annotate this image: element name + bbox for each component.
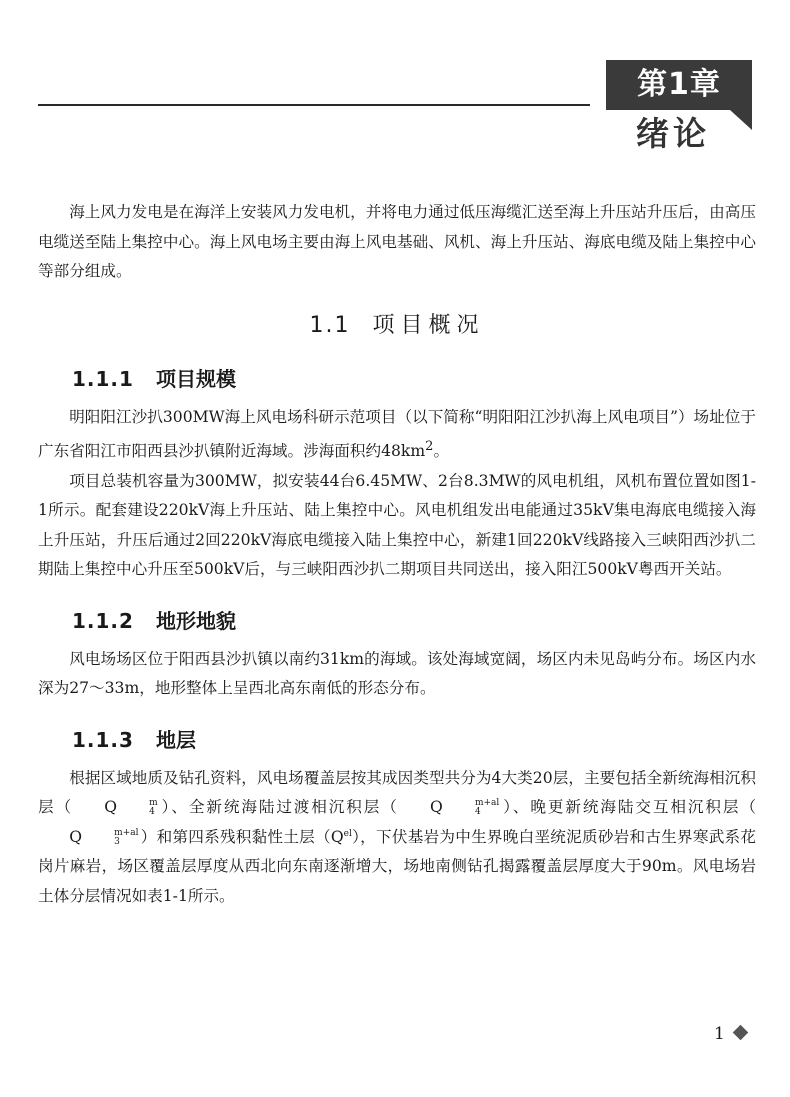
chapter-badge-fold xyxy=(730,110,752,130)
subsection-heading-terrain xyxy=(38,605,756,637)
q4-superscript: el xyxy=(343,828,352,839)
section-heading xyxy=(38,309,756,343)
subsection-title-text: 地形地貌 xyxy=(155,608,236,633)
q1-superscript: m xyxy=(149,798,158,809)
formula-qel xyxy=(331,828,352,846)
subsection-number: 1.1.2 xyxy=(72,608,134,633)
formula-q3mal xyxy=(38,823,141,853)
q-letter: Q xyxy=(330,827,344,846)
strata-text-4: ）和第四系残积黏性土层（ xyxy=(140,827,331,846)
q2-subscript: 4 xyxy=(474,807,481,818)
subsection-heading-strata xyxy=(38,724,756,756)
page-number: 1 xyxy=(714,1024,725,1044)
subsection-heading-scale xyxy=(38,363,756,395)
chapter-title: 绪论 xyxy=(636,114,710,153)
strata-text-1: 根据区域地质及钻孔资料，风电场覆盖层按其成因类型共分为4大类20层，主要包括全新统海相沉积层（ xyxy=(38,768,756,817)
strata-text-3: ）、晚更新统海陆交互相沉积层（ xyxy=(501,798,756,817)
scale-paragraph-1-end: 。 xyxy=(433,442,450,461)
q1-subscript: 4 xyxy=(149,807,155,818)
scale-paragraph-1-text: 明阳阳江沙扒300MW海上风电场科研示范项目（以下简称“明阳阳江沙扒海上风电项目”）场址位于广东省阳江市阳西县沙扒镇附近海域。涉海面积约48km xyxy=(38,407,756,461)
section-title-text: 项目概况 xyxy=(372,312,485,338)
strata-paragraph xyxy=(38,764,756,912)
formula-q4m xyxy=(73,793,160,823)
scale-paragraph-1 xyxy=(38,403,756,467)
chapter-badge: 第1章 xyxy=(606,60,752,110)
formula-q4mal xyxy=(399,793,502,823)
q3-superscript: m+al xyxy=(114,827,139,838)
header-rule xyxy=(38,104,590,106)
subsection-number: 1.1.3 xyxy=(72,727,134,752)
area-unit-superscript: 2 xyxy=(425,439,434,454)
section-number: 1.1 xyxy=(309,312,351,338)
subsection-title-text: 项目规模 xyxy=(155,366,236,391)
q-letter: Q xyxy=(69,827,82,846)
scale-paragraph-2: 项目总装机容量为300MW，拟安装44台6.45MW、2台8.3MW的风电机组，风机布置位置如图1-1所示。配套建设220kV海上升压站、陆上集控中心。风电机组发出电能通过35kV集电海底电缆接入海上升压站，升压后通过2回220kV海底电缆接入陆上集控中心，新建1回220kV线路接入三峡阳西沙扒二期陆上集控中心升压至500kV后，与三峡阳西沙扒二期项目共同送出，接入阳江500kV粤西开关站。 xyxy=(38,471,756,579)
page-content xyxy=(38,198,756,911)
q2-superscript: m+al xyxy=(474,798,500,809)
strata-text-2: ）、全新统海陆过渡相沉积层（ xyxy=(159,798,399,817)
subsection-title-text: 地层 xyxy=(155,727,196,752)
intro-paragraph: 海上风力发电是在海洋上安装风力发电机，并将电力通过低压海缆汇送至海上升压站升压后，由高压电缆送至陆上集控中心。海上风电场主要由海上风电基础、风机、海上升压站、海底电缆及陆上集控中心等部分组成。 xyxy=(38,203,756,280)
subsection-number: 1.1.1 xyxy=(72,366,134,391)
page-diamond-icon xyxy=(733,1025,749,1041)
q-letter: Q xyxy=(104,798,117,817)
strata-text-5: ），下伏基岩为中生界晚白垩统泥质砂岩和古生界寒武系花岗片麻岩，场区覆盖层厚度从西北向东南逐渐增大，场地南侧钻孔揭露覆盖层厚度大于90m。风电场岩土体分层情况如表1-1所示。 xyxy=(38,827,756,905)
q3-subscript: 3 xyxy=(114,836,120,847)
terrain-paragraph: 风电场场区位于阳西县沙扒镇以南约31km的海域。该处海域宽阔，场区内未见岛屿分布。场区内水深为27～33m，地形整体上呈西北高东南低的形态分布。 xyxy=(38,649,756,698)
q-letter: Q xyxy=(430,798,443,817)
